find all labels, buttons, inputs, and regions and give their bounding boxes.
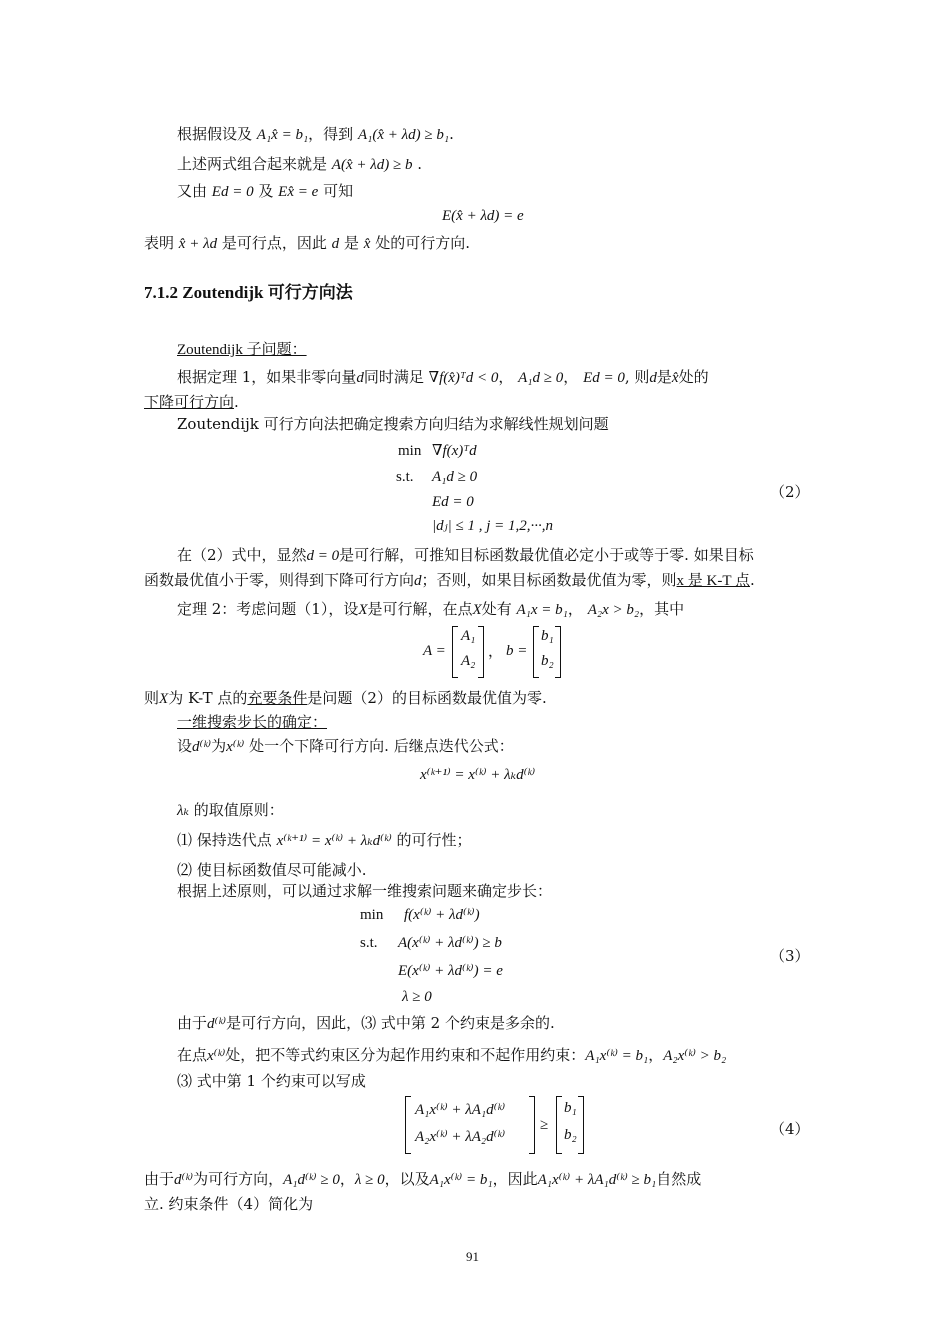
section-heading: 7.1.2 Zoutendijk 可行方向法 [144, 283, 353, 302]
prob-min-keyword: min [360, 907, 384, 923]
lp-st-keyword: s.t. [396, 469, 414, 485]
math-expr: Ed = 0 [583, 370, 625, 386]
prob-constraint-3: λ ≥ 0 [402, 989, 432, 1005]
linesearch-line9: 由于d⁽ᵏ⁾为可行方向，A₁d⁽ᵏ⁾ ≥ 0，λ ≥ 0，以及A₁x⁽ᵏ⁾ = b₁，因此A₁x⁽ᵏ⁾ + λA₁d⁽ᵏ⁾ ≥ b₁自然成 [144, 1170, 702, 1188]
separator-comma: ， [488, 642, 504, 660]
iteration-formula: x⁽ᵏ⁺¹⁾ = x⁽ᵏ⁾ + λₖd⁽ᵏ⁾ [420, 767, 536, 783]
matrix-cell: b₂ [564, 1127, 577, 1143]
prob-objective: f(x⁽ᵏ⁾ + λd⁽ᵏ⁾) [404, 907, 480, 923]
linesearch-line1: 设d⁽ᵏ⁾为x⁽ᵏ⁾ 处一个下降可行方向. 后继点迭代公式： [177, 737, 514, 755]
subproblem-line1: 根据定理 1，如果非零向量d同时满足 ∇f(x̂)ᵀd < 0， A₁d ≥ 0， Ed = 0, 则d是x̂处的 [177, 368, 709, 386]
subproblem-line2: 下降可行方向. [144, 393, 239, 411]
matrix-lhs [405, 1096, 535, 1154]
inequality-sign: ≥ [540, 1117, 549, 1133]
math-expr: A₁x = b₁ [516, 602, 568, 618]
lp-constraint-1: A₁d ≥ 0 [432, 469, 478, 485]
matrix-cell: A₂ [461, 653, 476, 669]
linesearch-line8: ⑶ 式中第 1 个约束可以写成 [177, 1072, 366, 1090]
matrix-rhs [556, 1096, 584, 1154]
para1-line2: 上述两式组合起来就是 A(x̂ + λd) ≥ b . [177, 155, 423, 173]
matrix-cell: A₁x⁽ᵏ⁾ + λA₁d⁽ᵏ⁾ [415, 1102, 506, 1118]
linesearch-line10: 立. 约束条件（4）简化为 [144, 1195, 314, 1213]
para1-line3: 又由 Ed = 0 及 Ex̂ = e 可知 [177, 182, 354, 200]
theorem2-line2: 则X为 K-T 点的充要条件是问题（2）的目标函数最优值为零. [144, 689, 547, 707]
subproblem-line3: Zoutendijk 可行方向法把确定搜索方向归结为求解线性规划问题 [177, 415, 609, 433]
matrix-cell: b₂ [541, 653, 554, 669]
prob-constraint-2: E(x⁽ᵏ⁾ + λd⁽ᵏ⁾) = e [398, 963, 503, 979]
lp-constraint-3: |dⱼ| ≤ 1 , j = 1,2,···,n [432, 518, 553, 534]
equation-number: （4） [770, 1120, 810, 1138]
lp-constraint-2: Ed = 0 [432, 494, 474, 510]
matrix-cell: A₁ [461, 628, 476, 644]
matrix-b [533, 626, 561, 678]
math-expr: x̂ [363, 236, 371, 252]
linesearch-line3: ⑴ 保持迭代点 x⁽ᵏ⁺¹⁾ = x⁽ᵏ⁾ + λₖd⁽ᵏ⁾ 的可行性； [177, 831, 472, 849]
matrix-A-lhs: A = [423, 643, 446, 659]
subproblem-line4: 在（2）式中，显然d = 0是可行解，可推知目标函数最优值必定小于或等于零. 如果目标 [177, 546, 754, 564]
prob-constraint-1: A(x⁽ᵏ⁾ + λd⁽ᵏ⁾) ≥ b [398, 935, 502, 951]
math-expr: x̂ + λd [178, 236, 218, 252]
display-equation: E(x̂ + λd) = e [442, 208, 524, 224]
lp-min-keyword: min [398, 443, 422, 459]
linesearch-title: 一维搜索步长的确定： [177, 713, 328, 731]
equation-number: （3） [770, 947, 810, 965]
math-expr: Ed = 0 [211, 184, 254, 200]
subproblem-title: Zoutendijk 子问题： [177, 342, 307, 358]
math-expr: A₁d ≥ 0 [518, 370, 564, 386]
math-expr: d [331, 236, 340, 252]
matrix-b-lhs: b = [506, 643, 528, 659]
linesearch-line6: 由于d⁽ᵏ⁾是可行方向，因此，⑶ 式中第 2 个约束是多余的. [177, 1014, 555, 1032]
math-expr: Ex̂ = e [278, 184, 319, 200]
math-expr: x⁽ᵏ⁺¹⁾ = x⁽ᵏ⁾ + λₖd⁽ᵏ⁾ [276, 833, 392, 849]
math-expr: A₁(x̂ + λd) ≥ b₁ [357, 127, 450, 143]
math-expr: A₁x̂ = b₁ [256, 127, 309, 143]
theorem2-line1: 定理 2：考虑问题（1），设X是可行解，在点X处有 A₁x = b₁， A₂x > b₂，其中 [177, 600, 685, 618]
math-expr: ∇f(x̂)ᵀd < 0 [428, 370, 499, 386]
math-expr: A₂x > b₂ [587, 602, 640, 618]
linesearch-line7: 在点x⁽ᵏ⁾处，把不等式约束区分为起作用约束和不起作用约束：A₁x⁽ᵏ⁾ = b₁，A₂x⁽ᵏ⁾ > b₂ [177, 1046, 727, 1064]
matrix-cell: b₁ [564, 1100, 577, 1116]
matrix-cell: b₁ [541, 628, 554, 644]
para1-line1: 根据假设及 A₁x̂ = b₁，得到 A₁(x̂ + λd) ≥ b₁. [177, 125, 454, 143]
equation-number: （2） [770, 483, 810, 501]
matrix-A [452, 626, 484, 678]
linesearch-line2: λₖ 的取值原则： [177, 801, 284, 819]
lp-objective: ∇f(x)ᵀd [432, 443, 477, 459]
para1-line4: 表明 x̂ + λd 是可行点，因此 d 是 x̂ 处的可行方向. [144, 234, 470, 252]
matrix-cell: A₂x⁽ᵏ⁾ + λA₂d⁽ᵏ⁾ [415, 1129, 506, 1145]
linesearch-line4: ⑵ 使目标函数值尽可能减小. [177, 861, 367, 879]
linesearch-line5: 根据上述原则，可以通过求解一维搜索问题来确定步长： [177, 882, 553, 900]
prob-st-keyword: s.t. [360, 935, 378, 951]
math-expr: A(x̂ + λd) ≥ b [331, 157, 413, 173]
page-number: 91 [466, 1249, 479, 1264]
subproblem-line5: 函数最优值小于零，则得到下降可行方向d；否则，如果目标函数最优值为零，则x 是 K-T 点. [144, 571, 755, 589]
